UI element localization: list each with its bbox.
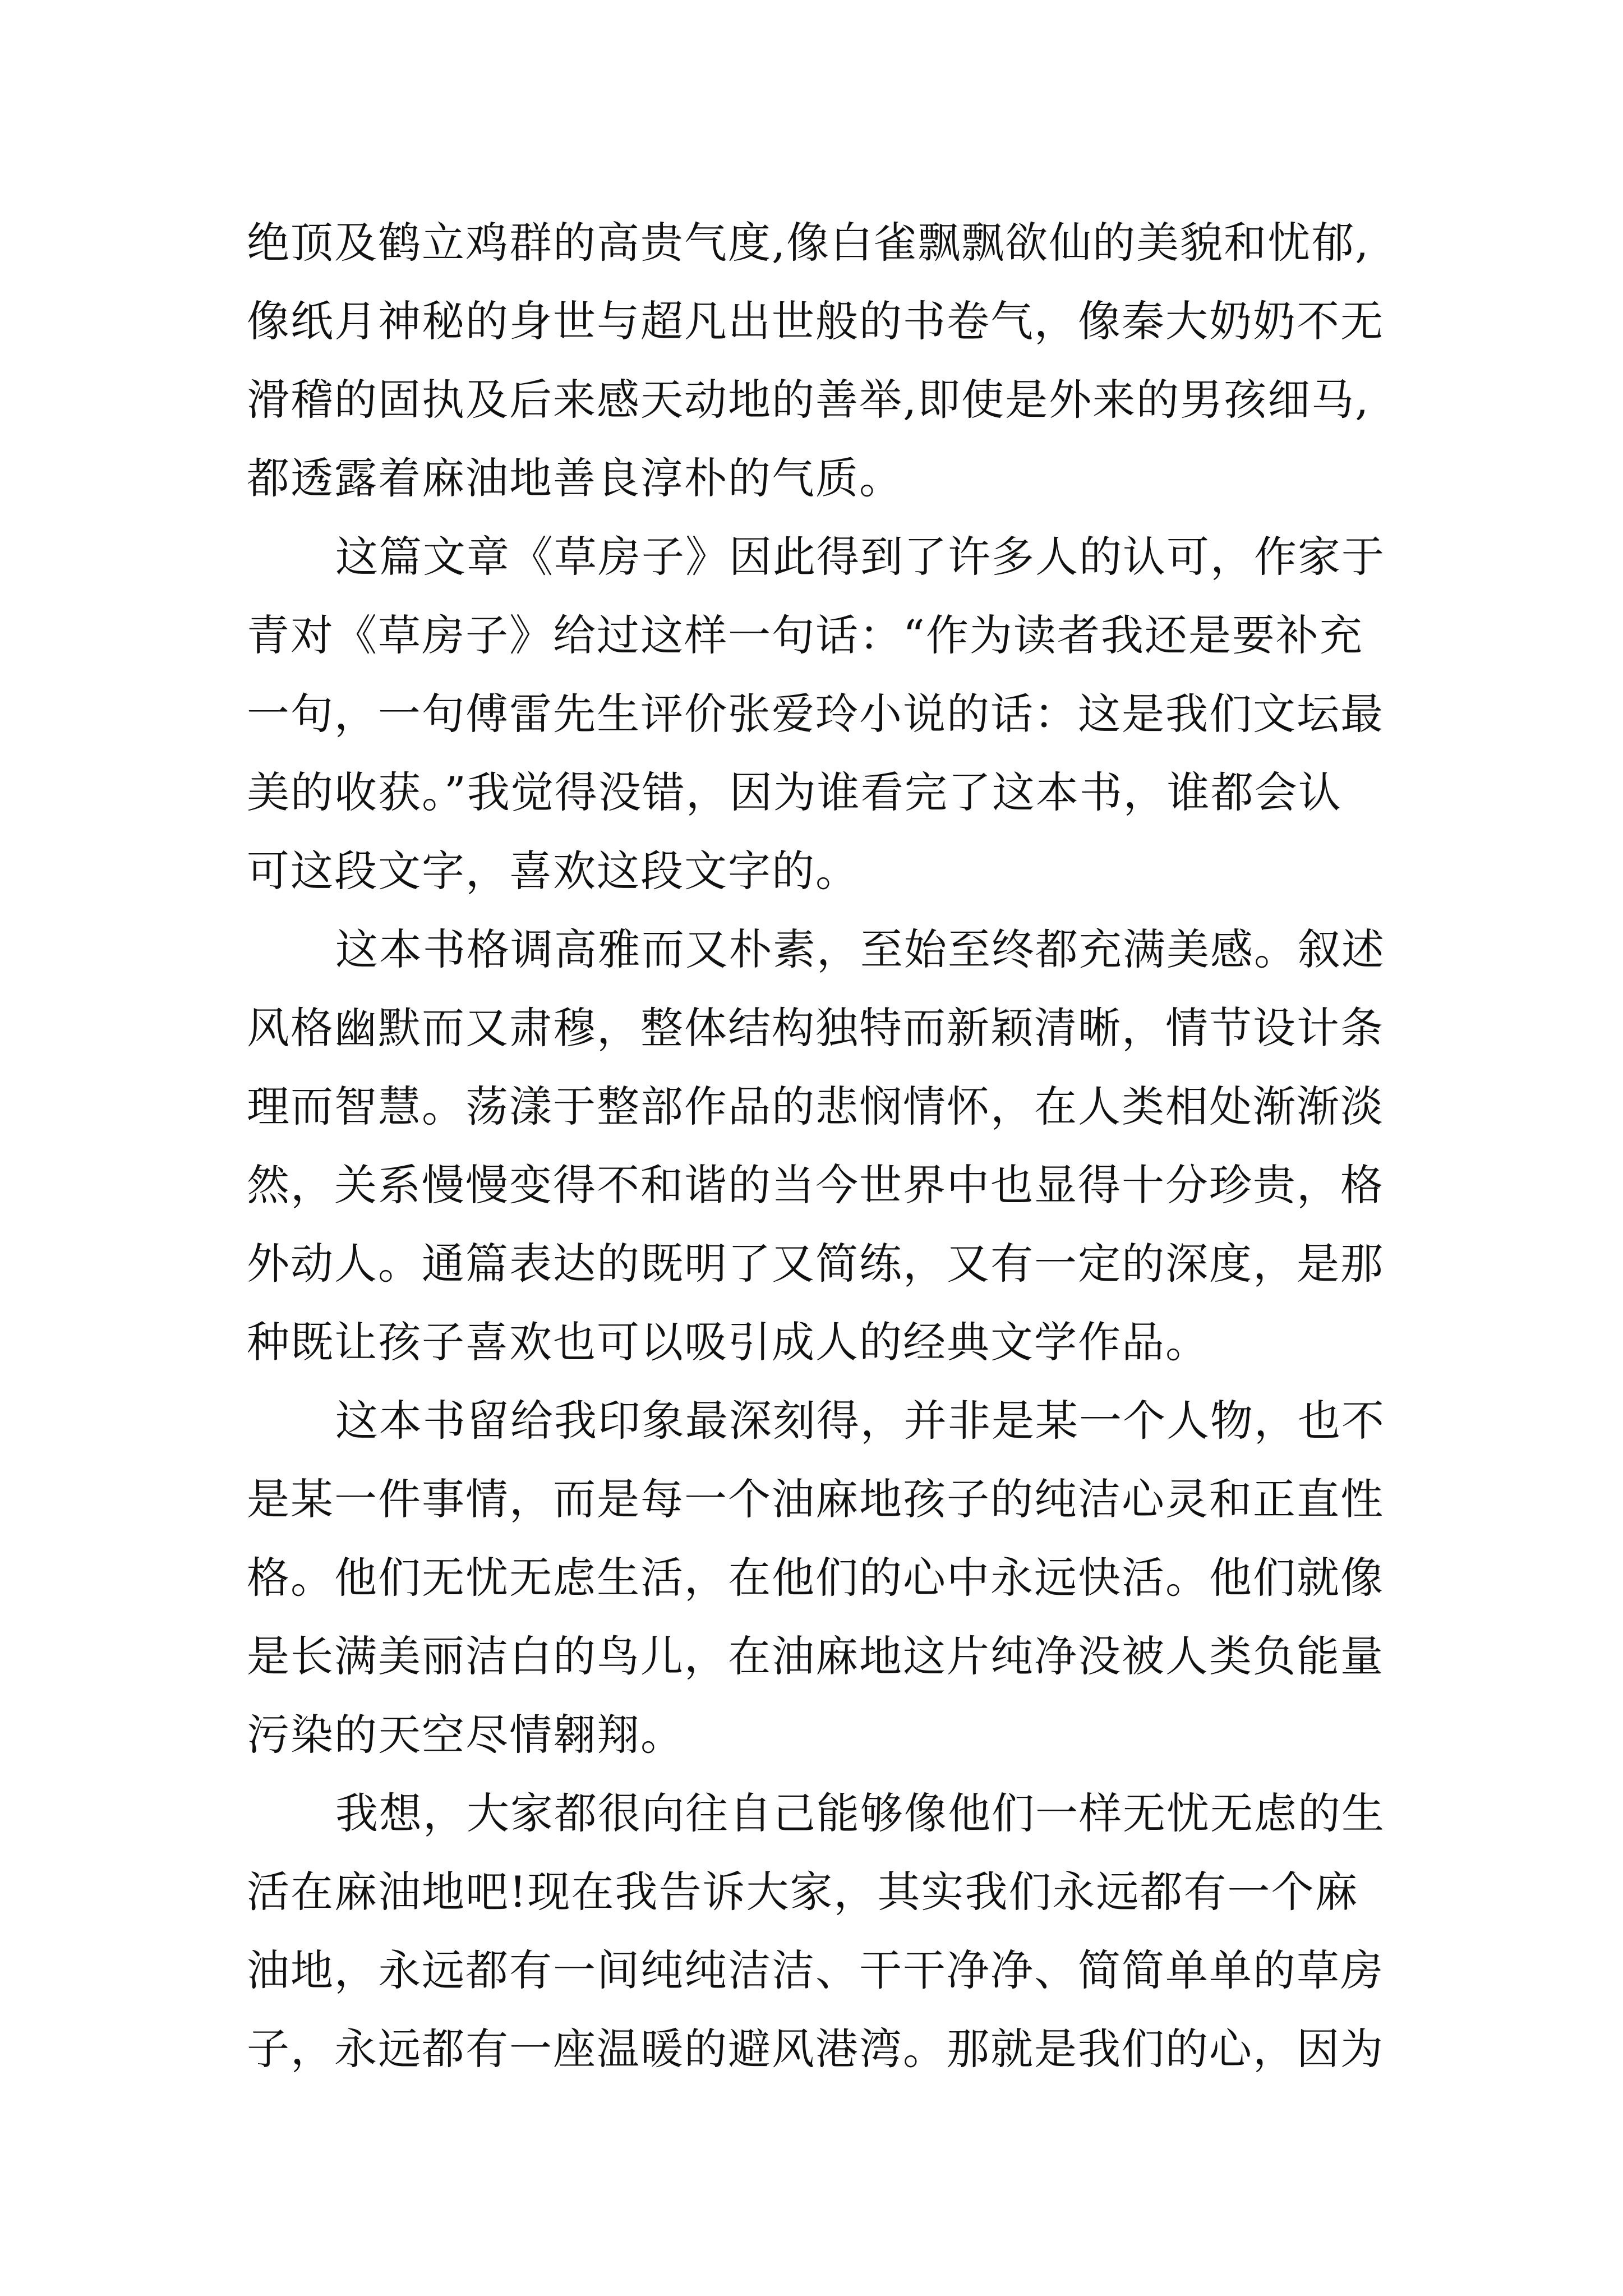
text-line-1: 绝顶及鹤立鸡群的高贵气度,像白雀飘飘欲仙的美貌和忧郁,	[247, 218, 1370, 268]
text-line-3: 滑稽的固执及后来感天动地的善举,即使是外来的男孩细马,	[247, 375, 1370, 425]
text-line-12: 理而智慧。荡漾于整部作品的悲悯情怀，在人类相处渐渐淡	[247, 1082, 1384, 1131]
text-line-14: 外动人。通篇表达的既明了又简练，又有一定的深度，是那	[247, 1239, 1384, 1289]
text-line-20: 污染的天空尽情翱翔。	[247, 1710, 684, 1760]
text-line-16: 这本书留给我印象最深刻得，并非是某一个人物，也不	[335, 1396, 1385, 1446]
text-line-11: 风格幽默而又肃穆，整体结构独特而新颖清晰，情节设计条	[247, 1003, 1384, 1053]
text-line-13: 然，关系慢慢变得不和谐的当今世界中也显得十分珍贵，格	[247, 1160, 1384, 1210]
text-line-23: 油地，永远都有一间纯纯洁洁、干干净净、简简单单的草房	[247, 1945, 1384, 1995]
text-line-21: 我想，大家都很向往自己能够像他们一样无忧无虑的生	[335, 1788, 1385, 1838]
text-line-4: 都透露着麻油地善良淳朴的气质。	[247, 453, 903, 503]
text-line-10: 这本书格调高雅而又朴素，至始至终都充满美感。叙述	[335, 924, 1385, 974]
text-line-9: 可这段文字，喜欢这段文字的。	[247, 846, 859, 896]
text-line-18: 格。他们无忧无虑生活，在他们的心中永远快活。他们就像	[247, 1553, 1384, 1603]
text-line-2: 像纸月神秘的身世与超凡出世般的书卷气，像秦大奶奶不无	[247, 296, 1384, 346]
text-line-6: 青对《草房子》给过这样一句话：“作为读者我还是要补充	[247, 610, 1363, 660]
text-line-5: 这篇文章《草房子》因此得到了许多人的认可，作家于	[335, 532, 1385, 582]
text-line-19: 是长满美丽洁白的鸟儿，在油麻地这片纯净没被人类负能量	[247, 1631, 1384, 1681]
text-line-17: 是某一件事情，而是每一个油麻地孩子的纯洁心灵和正直性	[247, 1474, 1384, 1524]
text-line-7: 一句，一句傅雷先生评价张爱玲小说的话：这是我们文坛最	[247, 689, 1384, 739]
text-line-22: 活在麻油地吧!现在我告诉大家，其实我们永远都有一个麻	[247, 1867, 1359, 1917]
text-line-15: 种既让孩子喜欢也可以吸引成人的经典文学作品。	[247, 1317, 1209, 1367]
text-line-24: 子，永远都有一座温暖的避风港湾。那就是我们的心，因为	[247, 2024, 1384, 2074]
text-line-8: 美的收获。”我觉得没错，因为谁看完了这本书，谁都会认	[247, 767, 1342, 817]
